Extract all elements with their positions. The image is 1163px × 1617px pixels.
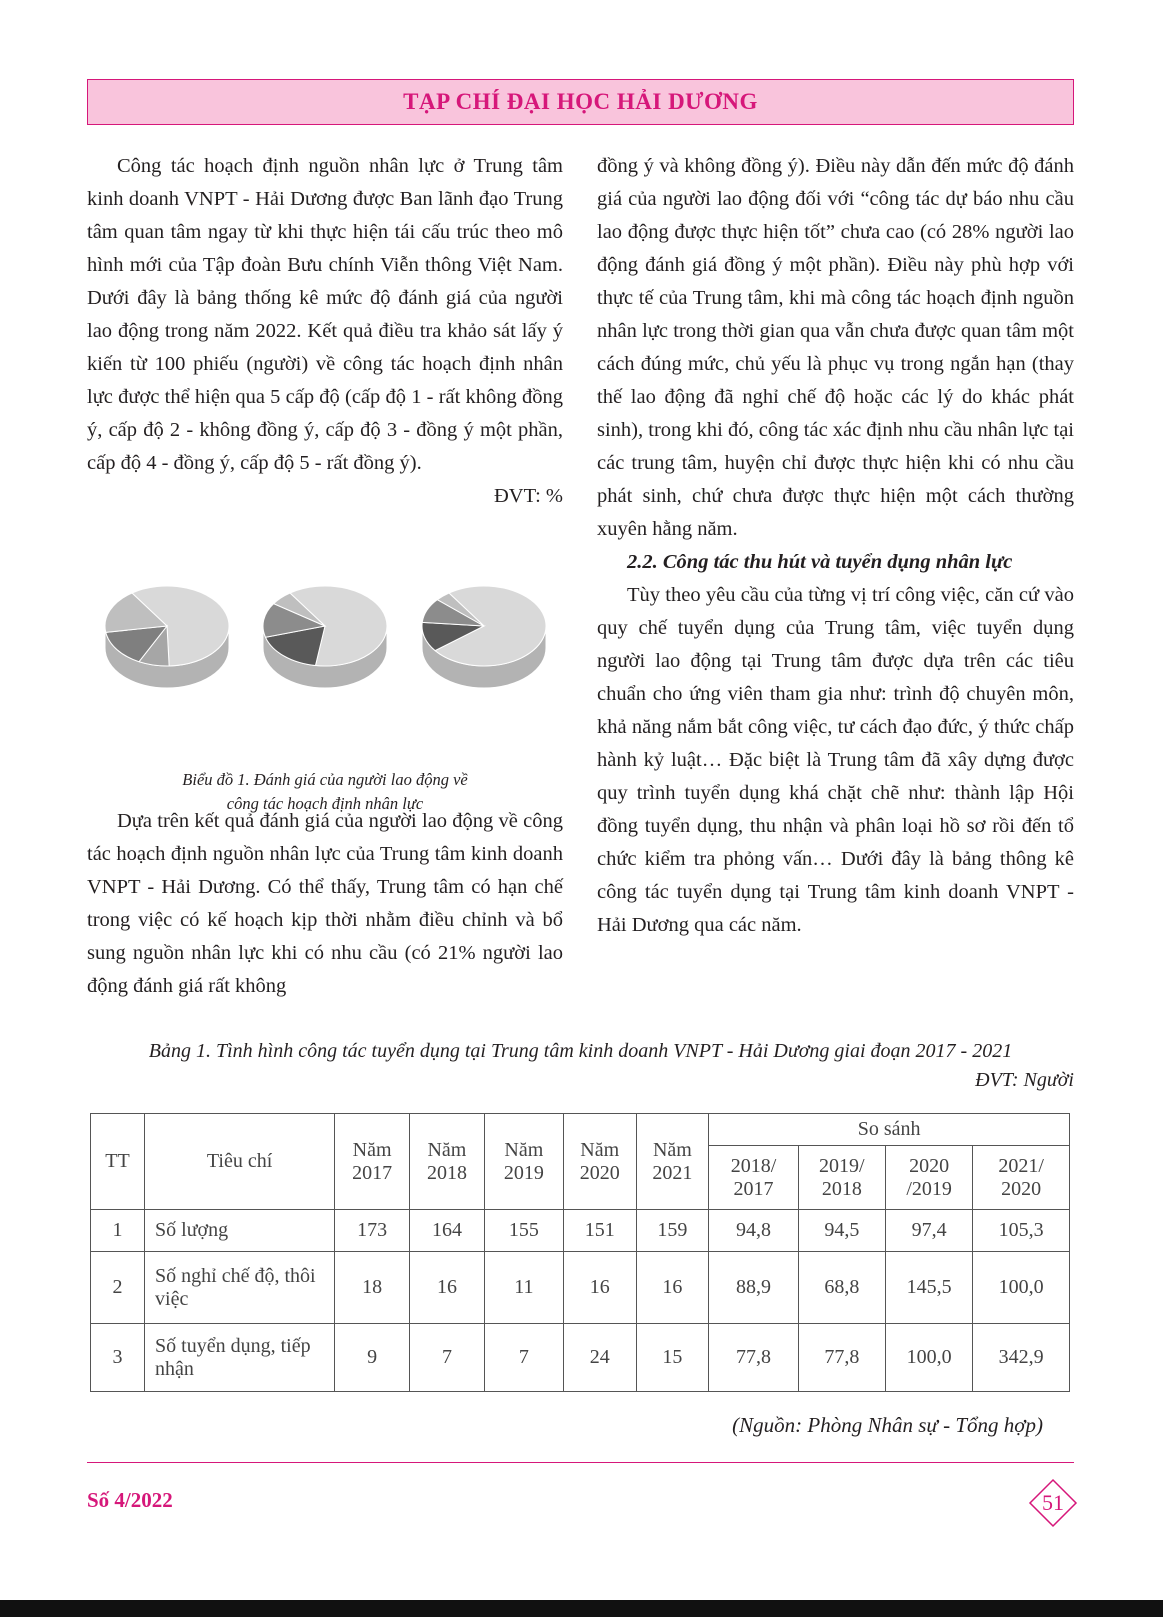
cell-value: 11 [484, 1252, 563, 1324]
cell-criteria: Số tuyển dụng, tiếp nhận [145, 1324, 335, 1392]
left-column-lower [87, 805, 563, 1003]
footer-divider [87, 1462, 1074, 1463]
bottom-edge-bar [0, 1600, 1163, 1617]
journal-header [87, 79, 1074, 125]
cell-ratio: 97,4 [885, 1210, 972, 1252]
section-subheading: 2.2. Công tác thu hút và tuyển dụng nhân lực [627, 551, 1013, 573]
cell-value: 16 [636, 1252, 709, 1324]
header-compare-col: 2021/ 2020 [973, 1146, 1070, 1210]
journal-title: TẠP CHÍ ĐẠI HỌC HẢI DƯƠNG [403, 89, 758, 114]
recruitment-table [90, 1113, 1070, 1392]
figure-caption-line-1: Biểu đồ 1. Đánh giá của người lao động về [182, 770, 468, 789]
header-year: Năm 2017 [335, 1114, 410, 1210]
pie-charts-svg [87, 556, 563, 756]
right-column [597, 150, 1074, 942]
table-caption: Bảng 1. Tình hình công tác tuyển dụng tại Trung tâm kinh doanh VNPT - Hải Dương giai đoạn 2017 - 2021 [148, 1040, 1013, 1062]
cell-tt: 2 [91, 1252, 145, 1324]
pie-chart [263, 586, 387, 688]
left-paragraph-1: Công tác hoạch định nguồn nhân lực ở Trung tâm kinh doanh VNPT - Hải Dương được Ban lãnh đạo Trung tâm quan tâm ngay từ khi thực hiện tái cấu trúc theo mô hình mới của Tập đoàn Bưu chính Viễn thông Việt Nam. Dưới đây là bảng thống kê mức độ đánh giá của người lao động trong năm 2022. Kết quả điều tra khảo sát lấy ý kiến từ 100 phiếu (người) về công tác hoạch định nhân lực được thể hiện qua 5 cấp độ (cấp độ 1 - rất không đồng ý, cấp độ 2 - không đồng ý, cấp độ 3 - đồng ý một phần, cấp độ 4 - đồng ý, cấp độ 5 - rất đồng ý). [87, 155, 563, 474]
left-paragraph-2: Dựa trên kết quả đánh giá của người lao động về công tác hoạch định nguồn nhân lực của Trung tâm kinh doanh VNPT - Hải Dương. Có thể thấy, Trung tâm có hạn chế trong việc có kế hoạch kịp thời nhằm điều chỉnh và bổ sung nguồn nhân lực khi có nhu cầu (có 21% người lao động đánh giá rất không [87, 810, 563, 997]
cell-ratio: 94,8 [709, 1210, 798, 1252]
table-row [91, 1210, 1070, 1252]
table-row [91, 1324, 1070, 1392]
cell-ratio: 100,0 [885, 1324, 972, 1392]
left-column [87, 150, 563, 513]
cell-value: 7 [484, 1324, 563, 1392]
header-compare: So sánh [709, 1114, 1070, 1146]
table-row [91, 1252, 1070, 1324]
left-unit-label: ĐVT: % [493, 485, 563, 507]
cell-value: 151 [563, 1210, 636, 1252]
header-compare-col: 2019/ 2018 [798, 1146, 885, 1210]
cell-value: 9 [335, 1324, 410, 1392]
cell-value: 16 [563, 1252, 636, 1324]
table-unit: ĐVT: Người [975, 1069, 1074, 1091]
cell-ratio: 68,8 [798, 1252, 885, 1324]
cell-tt: 1 [91, 1210, 145, 1252]
cell-criteria: Số lượng [145, 1210, 335, 1252]
right-paragraph-2: Tùy theo yêu cầu của từng vị trí công việc, căn cứ vào quy chế tuyển dụng của Trung tâm, việc tuyển dụng người lao động tại Trung tâm được dựa trên các tiêu chuẩn cho ứng viên tham gia như: trình độ chuyên môn, khả năng nắm bắt công việc, tư cách đạo đức, ý thức chấp hành kỷ luật… Đặc biệt là Trung tâm đã xây dựng được quy trình tuyển dụng khá chặt chẽ như: thành lập Hội đồng tuyển dụng, thu nhận và phân loại hồ sơ rồi đến tổ chức kiểm tra phỏng vấn… Dưới đây là bảng thông kê công tác tuyển dụng tại Trung tâm kinh doanh VNPT - Hải Dương qua các năm. [597, 584, 1074, 936]
pie-chart [105, 586, 229, 688]
cell-value: 18 [335, 1252, 410, 1324]
cell-value: 24 [563, 1324, 636, 1392]
cell-value: 159 [636, 1210, 709, 1252]
cell-value: 155 [484, 1210, 563, 1252]
table-source: (Nguồn: Phòng Nhân sự - Tổng hợp) [732, 1413, 1043, 1437]
cell-value: 16 [410, 1252, 485, 1324]
cell-value: 15 [636, 1324, 709, 1392]
header-year: Năm 2018 [410, 1114, 485, 1210]
cell-value: 173 [335, 1210, 410, 1252]
page-number-badge [1028, 1478, 1078, 1528]
cell-ratio: 342,9 [973, 1324, 1070, 1392]
cell-ratio: 145,5 [885, 1252, 972, 1324]
cell-value: 7 [410, 1324, 485, 1392]
figure-caption-line-2: công tác hoạch định nhân lực [226, 794, 424, 813]
header-year: Năm 2020 [563, 1114, 636, 1210]
page-number: 51 [1042, 1490, 1064, 1515]
header-criteria: Tiêu chí [145, 1114, 335, 1210]
cell-ratio: 94,5 [798, 1210, 885, 1252]
cell-ratio: 100,0 [973, 1252, 1070, 1324]
cell-criteria: Số nghỉ chế độ, thôi việc [145, 1252, 335, 1324]
header-compare-col: 2020 /2019 [885, 1146, 972, 1210]
cell-ratio: 77,8 [709, 1324, 798, 1392]
header-compare-col: 2018/ 2017 [709, 1146, 798, 1210]
pie-chart [422, 586, 546, 688]
header-year: Năm 2019 [484, 1114, 563, 1210]
cell-ratio: 77,8 [798, 1324, 885, 1392]
right-paragraph-1: đồng ý và không đồng ý). Điều này dẫn đến mức độ đánh giá của người lao động đối với “công tác dự báo nhu cầu lao động được thực hiện tốt” chưa cao (có 28% người lao động đánh giá đồng ý một phần). Điều này phù hợp với thực tế của Trung tâm, khi mà công tác hoạch định nguồn nhân lực trong thời gian qua vẫn chưa được quan tâm một cách đúng mức, chủ yếu là phục vụ trong ngắn hạn (thay thế lao động đã nghỉ chế độ hoặc các lý do khác phát sinh), trong khi đó, công tác xác định nhu cầu nhân lực tại các trung tâm, huyện chỉ được thực hiện khi có nhu cầu phát sinh, chứ chưa được thực hiện một cách thường xuyên hằng năm. [597, 155, 1074, 540]
cell-value: 164 [410, 1210, 485, 1252]
cell-ratio: 105,3 [973, 1210, 1070, 1252]
header-year: Năm 2021 [636, 1114, 709, 1210]
cell-tt: 3 [91, 1324, 145, 1392]
issue-number: Số 4/2022 [87, 1488, 173, 1512]
cell-ratio: 88,9 [709, 1252, 798, 1324]
table-header-row-1 [91, 1114, 1070, 1146]
header-tt: TT [91, 1114, 145, 1210]
